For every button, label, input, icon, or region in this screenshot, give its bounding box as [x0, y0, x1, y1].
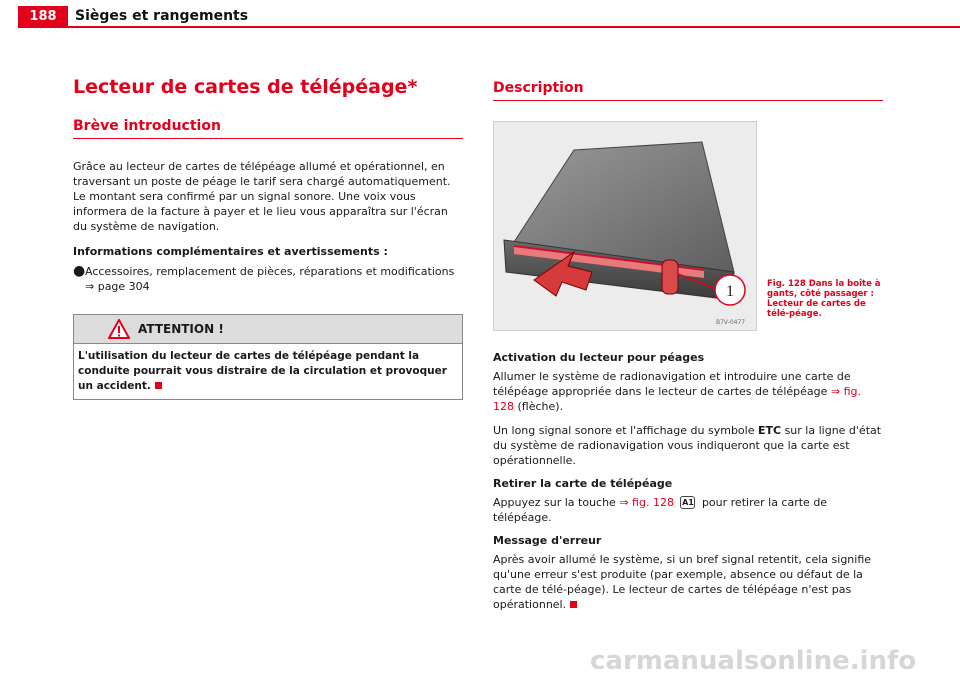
left-column: [73, 70, 463, 400]
right-column: [493, 70, 883, 612]
error-heading: Message d'erreur: [493, 534, 602, 547]
main-title: Lecteur de cartes de télépéage*: [73, 76, 418, 98]
activation-paragraph: [493, 369, 883, 414]
bullet-text: Accessoires, remplacement de pièces, réparations et modifications: [85, 265, 455, 278]
remove-text-1: Appuyez sur la touche: [493, 496, 616, 509]
info-heading: Informations complémentaires et avertissements :: [73, 245, 388, 258]
figure-callout-label: 1: [726, 283, 734, 300]
section-title-description: Description: [493, 80, 883, 101]
figure-code: B7V-0477: [716, 319, 746, 326]
warning-text: L'utilisation du lecteur de cartes de télépéage pendant la conduite pourrait vous distraire de la circulation et provoquer un accident.: [78, 350, 447, 392]
watermark: carmanualsonline.info: [590, 646, 917, 676]
signal-text-2: sur la ligne d'état du système de radionavigation vous indiqueront que la carte est opérationnelle.: [493, 424, 882, 467]
warning-box: [73, 314, 463, 400]
warning-title: ATTENTION !: [138, 322, 224, 336]
error-paragraph: [493, 552, 883, 612]
list-item-text: [85, 264, 454, 294]
end-of-section-icon: [570, 601, 577, 608]
chapter-title: Sièges et rangements: [75, 8, 249, 24]
bullet-icon: ●: [73, 263, 86, 279]
page-number: 188: [18, 6, 68, 27]
header-rule: [18, 26, 960, 28]
callout-badge: A1: [682, 498, 694, 507]
intro-paragraph: Grâce au lecteur de cartes de télépéage allumé et opérationnel, en traversant un poste de péage le tarif sera chargé automatiquement. Le montant sera confirmé par un signal sonore. Une voix vous informera de la facture à payer et le lieu vous apparaîtra sur l'écran du système de navigation.: [73, 160, 451, 233]
figure-caption: Fig. 128 Dans la boîte à gants, côté passager : Lecteur de cartes de télé-péage.: [767, 279, 881, 319]
page-header: [0, 0, 960, 28]
activation-text-1: Allumer le système de radionavigation et introduire une carte de télépéage appropriée dans le lecteur de cartes de télépéage: [493, 370, 851, 398]
figure-reference-link[interactable]: ⇒ fig. 128: [493, 385, 862, 413]
activation-text-2: (flèche).: [517, 400, 564, 413]
remove-text-2: pour retirer la carte de télépéage.: [493, 496, 828, 524]
etc-symbol: ETC: [757, 424, 782, 437]
card-reader-illustration: [493, 121, 757, 331]
activation-heading: Activation du lecteur pour péages: [493, 351, 705, 364]
card-reader-image: [494, 122, 756, 330]
warning-body: [74, 344, 462, 399]
figure-reference-link[interactable]: ⇒ fig. 128: [619, 496, 674, 509]
warning-triangle-icon: [108, 319, 130, 339]
end-of-section-icon: [155, 382, 162, 389]
figure: [493, 121, 883, 331]
description-body: [493, 351, 883, 612]
section-title-intro: Brève introduction: [73, 118, 463, 139]
list-item: [73, 264, 463, 294]
remove-paragraph: [493, 495, 883, 525]
signal-paragraph: [493, 423, 883, 468]
signal-text-1: Un long signal sonore et l'affichage du symbole: [493, 424, 755, 437]
warning-header: [74, 315, 462, 344]
page-reference-link[interactable]: ⇒ page 304: [85, 280, 150, 293]
remove-heading: Retirer la carte de télépéage: [493, 477, 673, 490]
error-text: Après avoir allumé le système, si un bref signal retentit, cela signifie qu'une erreur s'est produite (par exemple, absence ou défaut de la carte de télé-péage). Le lecteur de cartes de télépéage n'est pas opérationnel.: [493, 553, 872, 611]
